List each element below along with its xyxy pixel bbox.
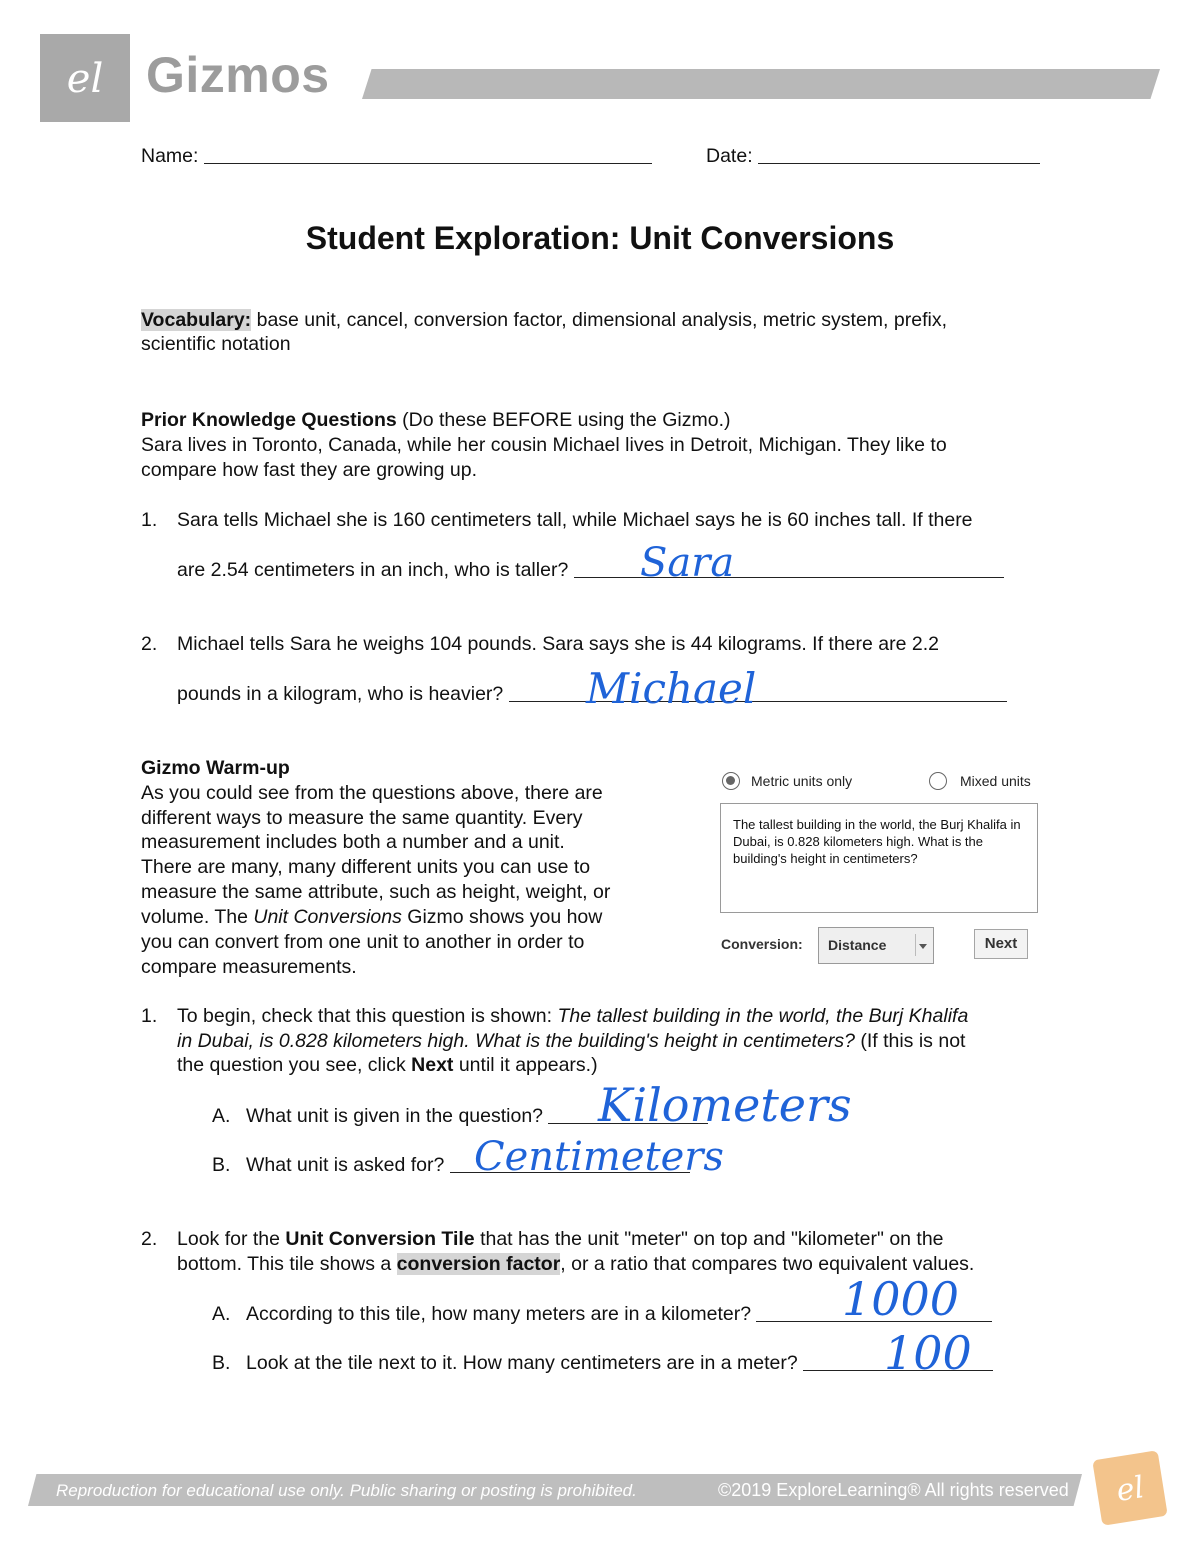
gizmo-question-box	[720, 803, 1038, 913]
radio-metric-label: Metric units only	[751, 773, 853, 789]
q2-line-2-post: , or a ratio that compares two equivalent values.	[560, 1253, 975, 1275]
footer-notice: Reproduction for educational use only. Public sharing or posting is prohibited.	[56, 1481, 637, 1500]
q1-line-1	[177, 1004, 968, 1029]
next-button[interactable]: Next	[974, 929, 1028, 959]
warmup-line-4: There are many, many different units you can use to	[141, 856, 591, 878]
prior-q2-line-1: Michael tells Sara he weighs 104 pounds. Sara says she is 44 kilograms. If there are 2.2	[177, 633, 939, 655]
warmup-line-5: measure the same attribute, such as height, weight, or	[141, 881, 611, 903]
warmup-line-2: different ways to measure the same quantity. Every	[141, 807, 583, 829]
q1-line-2-post: (If this is not	[854, 1030, 966, 1052]
brand-title: Gizmos	[146, 47, 330, 103]
q2-line-2-pre: bottom. This tile shows a	[177, 1253, 397, 1275]
svg-text:el: el	[1113, 1470, 1147, 1509]
q2-a-answer: 1000	[842, 1272, 960, 1326]
q1-a-text: What unit is given in the question?	[246, 1105, 544, 1127]
q1-line-3-pre: the question you see, click	[177, 1054, 412, 1076]
q2-line-1-pre: Look for the	[177, 1228, 286, 1250]
prior-heading: Prior Knowledge Questions	[141, 409, 397, 431]
q1-a-answer: Kilometers	[598, 1078, 852, 1132]
warmup-heading: Gizmo Warm-up	[141, 757, 290, 779]
q1-line-2	[177, 1029, 965, 1054]
svg-text:el: el	[66, 56, 104, 102]
q2-line-1-bold: Unit Conversion Tile	[285, 1228, 475, 1250]
explorelearning-logo	[40, 34, 130, 122]
warmup-line-6-pre: volume. The	[141, 906, 254, 928]
q1-line-3-post: until it appears.)	[453, 1054, 598, 1076]
q1-line-2-italic: in Dubai, is 0.828 kilometers high. What is the building's height in centimeters?	[177, 1030, 855, 1052]
q1-a-label: A.	[212, 1105, 231, 1127]
chevron-down-icon	[915, 934, 930, 956]
radio-mixed-label: Mixed units	[960, 773, 1031, 789]
q2-a-text: According to this tile, how many meters are in a kilometer?	[246, 1303, 752, 1325]
q2-line-2-highlight: conversion factor	[396, 1253, 561, 1275]
prior-q1-number: 1.	[141, 509, 158, 531]
prior-q2-answer: Michael	[586, 664, 757, 713]
name-field	[141, 144, 652, 169]
warmup-line-8: compare measurements.	[141, 956, 357, 978]
radio-mixed-units[interactable]	[929, 772, 947, 790]
q2-b-label: B.	[212, 1352, 231, 1374]
prior-q1-answer: Sara	[640, 540, 735, 586]
q1-line-3-bold: Next	[411, 1054, 454, 1076]
name-label: Name:	[141, 145, 199, 167]
explorelearning-footer-logo	[1092, 1450, 1168, 1526]
vocabulary-line-2: scientific notation	[141, 333, 291, 355]
name-blank[interactable]	[204, 163, 652, 164]
vocabulary-terms: base unit, cancel, conversion factor, dimensional analysis, metric system, prefix,	[251, 309, 947, 331]
q1-line-1-pre: To begin, check that this question is shown:	[177, 1005, 558, 1027]
warmup-line-7: you can convert from one unit to another in order to	[141, 931, 585, 953]
footer-copyright: ©2019 ExploreLearning® All rights reserved	[718, 1480, 1069, 1500]
conversion-dropdown[interactable]	[818, 927, 934, 964]
prior-intro-2: compare how fast they are growing up.	[141, 459, 478, 481]
prior-q1-line-1: Sara tells Michael she is 160 centimeters tall, while Michael says he is 60 inches tall. If there	[177, 509, 973, 531]
q2-line-1-post: that has the unit "meter" on top and "kilometer" on the	[474, 1228, 944, 1250]
prior-intro-1: Sara lives in Toronto, Canada, while her cousin Michael lives in Detroit, Michigan. They like to	[141, 434, 947, 456]
prior-heading-note: (Do these BEFORE using the Gizmo.)	[396, 409, 731, 431]
q2-a-label: A.	[212, 1303, 231, 1325]
header-bar	[362, 69, 1160, 99]
q1-b-text: What unit is asked for?	[246, 1154, 445, 1176]
q1-number: 1.	[141, 1005, 158, 1027]
el-logo-icon	[40, 34, 130, 122]
prior-knowledge-heading	[141, 408, 731, 433]
warmup-line-6-italic: Unit Conversions	[253, 906, 402, 928]
q1-line-1-italic: The tallest building in the world, the Burj Khalifa	[557, 1005, 969, 1027]
prior-q1-line-2	[177, 558, 1004, 583]
conversion-label: Conversion:	[721, 936, 803, 952]
q1-line-3	[177, 1053, 598, 1078]
q2-b-answer: 100	[884, 1326, 972, 1380]
date-field	[706, 144, 1040, 169]
q1-b-answer: Centimeters	[474, 1134, 724, 1180]
date-label: Date:	[706, 145, 753, 167]
prior-q1-text: are 2.54 centimeters in an inch, who is taller?	[177, 559, 569, 581]
vocabulary-line	[141, 308, 947, 333]
radio-metric-units[interactable]	[722, 772, 740, 790]
prior-q1-answer-blank[interactable]	[574, 577, 1004, 578]
warmup-line-6	[141, 905, 602, 930]
prior-q2-text: pounds in a kilogram, who is heavier?	[177, 683, 504, 705]
q2-b-line	[246, 1351, 993, 1376]
prior-q2-answer-blank[interactable]	[509, 701, 1007, 702]
q2-number: 2.	[141, 1228, 158, 1250]
el-logo-icon	[1092, 1450, 1168, 1526]
vocabulary-label: Vocabulary:	[141, 309, 252, 331]
prior-q2-number: 2.	[141, 633, 158, 655]
warmup-line-6-post: Gizmo shows you how	[401, 906, 603, 928]
q2-line-1	[177, 1227, 944, 1252]
page-title: Student Exploration: Unit Conversions	[305, 220, 895, 256]
q1-b-label: B.	[212, 1154, 231, 1176]
gizmo-question-text: The tallest building in the world, the Burj Khalifa in Dubai, is 0.828 kilometers high. What is the building's height in centimeters?	[733, 817, 1021, 866]
date-blank[interactable]	[758, 163, 1040, 164]
q2-b-text: Look at the tile next to it. How many centimeters are in a meter?	[246, 1352, 798, 1374]
conversion-value: Distance	[828, 937, 887, 953]
warmup-line-3: measurement includes both a number and a unit.	[141, 831, 565, 853]
warmup-line-1: As you could see from the questions above, there are	[141, 782, 603, 804]
